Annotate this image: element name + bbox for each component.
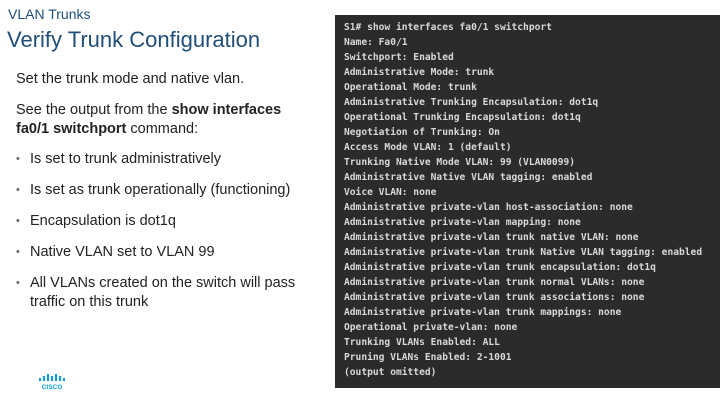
logo-wordmark: CISCO [41, 384, 63, 390]
intro-text: Set the trunk mode and native vlan. [16, 71, 245, 87]
terminal-line: S1# show interfaces fa0/1 switchport [344, 22, 552, 33]
terminal-line: Administrative Trunking Encapsulation: dot1q [344, 97, 599, 108]
terminal-line: Administrative private-vlan trunk native VLAN: none [344, 232, 639, 243]
see-prefix: See the output from the [16, 102, 172, 118]
terminal-line: Administrative private-vlan trunk associations: none [344, 292, 645, 303]
terminal-line: Operational private-vlan: none [344, 322, 518, 333]
terminal-line: Trunking VLANs Enabled: ALL [344, 337, 500, 348]
terminal-line: Administrative Mode: trunk [344, 67, 495, 78]
terminal-line: Name: Fa0/1 [344, 37, 408, 48]
terminal-line: Operational Trunking Encapsulation: dot1q [344, 112, 581, 123]
terminal-line: Operational Mode: trunk [344, 82, 477, 93]
bullet-item: • Is set as trunk operationally (functioning) [16, 181, 331, 200]
slide-title: Verify Trunk Configuration [7, 27, 261, 52]
command-name-part-2: fa0/1 switchport [16, 121, 127, 137]
bullet-item: • All VLANs created on the switch will pass traffic on this trunk [16, 274, 331, 312]
terminal-line: Administrative Native VLAN tagging: enabled [344, 172, 593, 183]
terminal-line: Negotiation of Trunking: On [344, 127, 500, 138]
command-name-part-1: show interfaces [171, 102, 282, 118]
terminal-line: Voice VLAN: none [344, 187, 437, 198]
cisco-logo [38, 374, 68, 390]
terminal-line: (output omitted) [344, 367, 437, 378]
terminal-line: Administrative private-vlan mapping: none [344, 217, 581, 228]
bullet-item: • Native VLAN set to VLAN 99 [16, 243, 331, 262]
section-label: VLAN Trunks [8, 6, 91, 22]
terminal-line: Administrative private-vlan host-association: none [344, 202, 633, 213]
terminal-line: Pruning VLANs Enabled: 2-1001 [344, 352, 512, 363]
bullet-item: • Encapsulation is dot1q [16, 212, 331, 231]
terminal-line: Access Mode VLAN: 1 (default) [344, 142, 512, 153]
bullet-list [16, 150, 331, 324]
see-output-text [16, 101, 331, 139]
bullet-item: • Is set to trunk administratively [16, 150, 331, 169]
terminal-line: Administrative private-vlan trunk mappings: none [344, 307, 622, 318]
terminal-line: Administrative private-vlan trunk normal VLANs: none [344, 277, 645, 288]
terminal-output [335, 15, 720, 388]
terminal-line: Administrative private-vlan trunk Native VLAN tagging: enabled [344, 247, 703, 258]
terminal-line: Administrative private-vlan trunk encapsulation: dot1q [344, 262, 656, 273]
terminal-line: Trunking Native Mode VLAN: 99 (VLAN0099) [344, 157, 576, 168]
see-suffix: command: [126, 121, 199, 137]
terminal-line: Switchport: Enabled [344, 52, 454, 63]
